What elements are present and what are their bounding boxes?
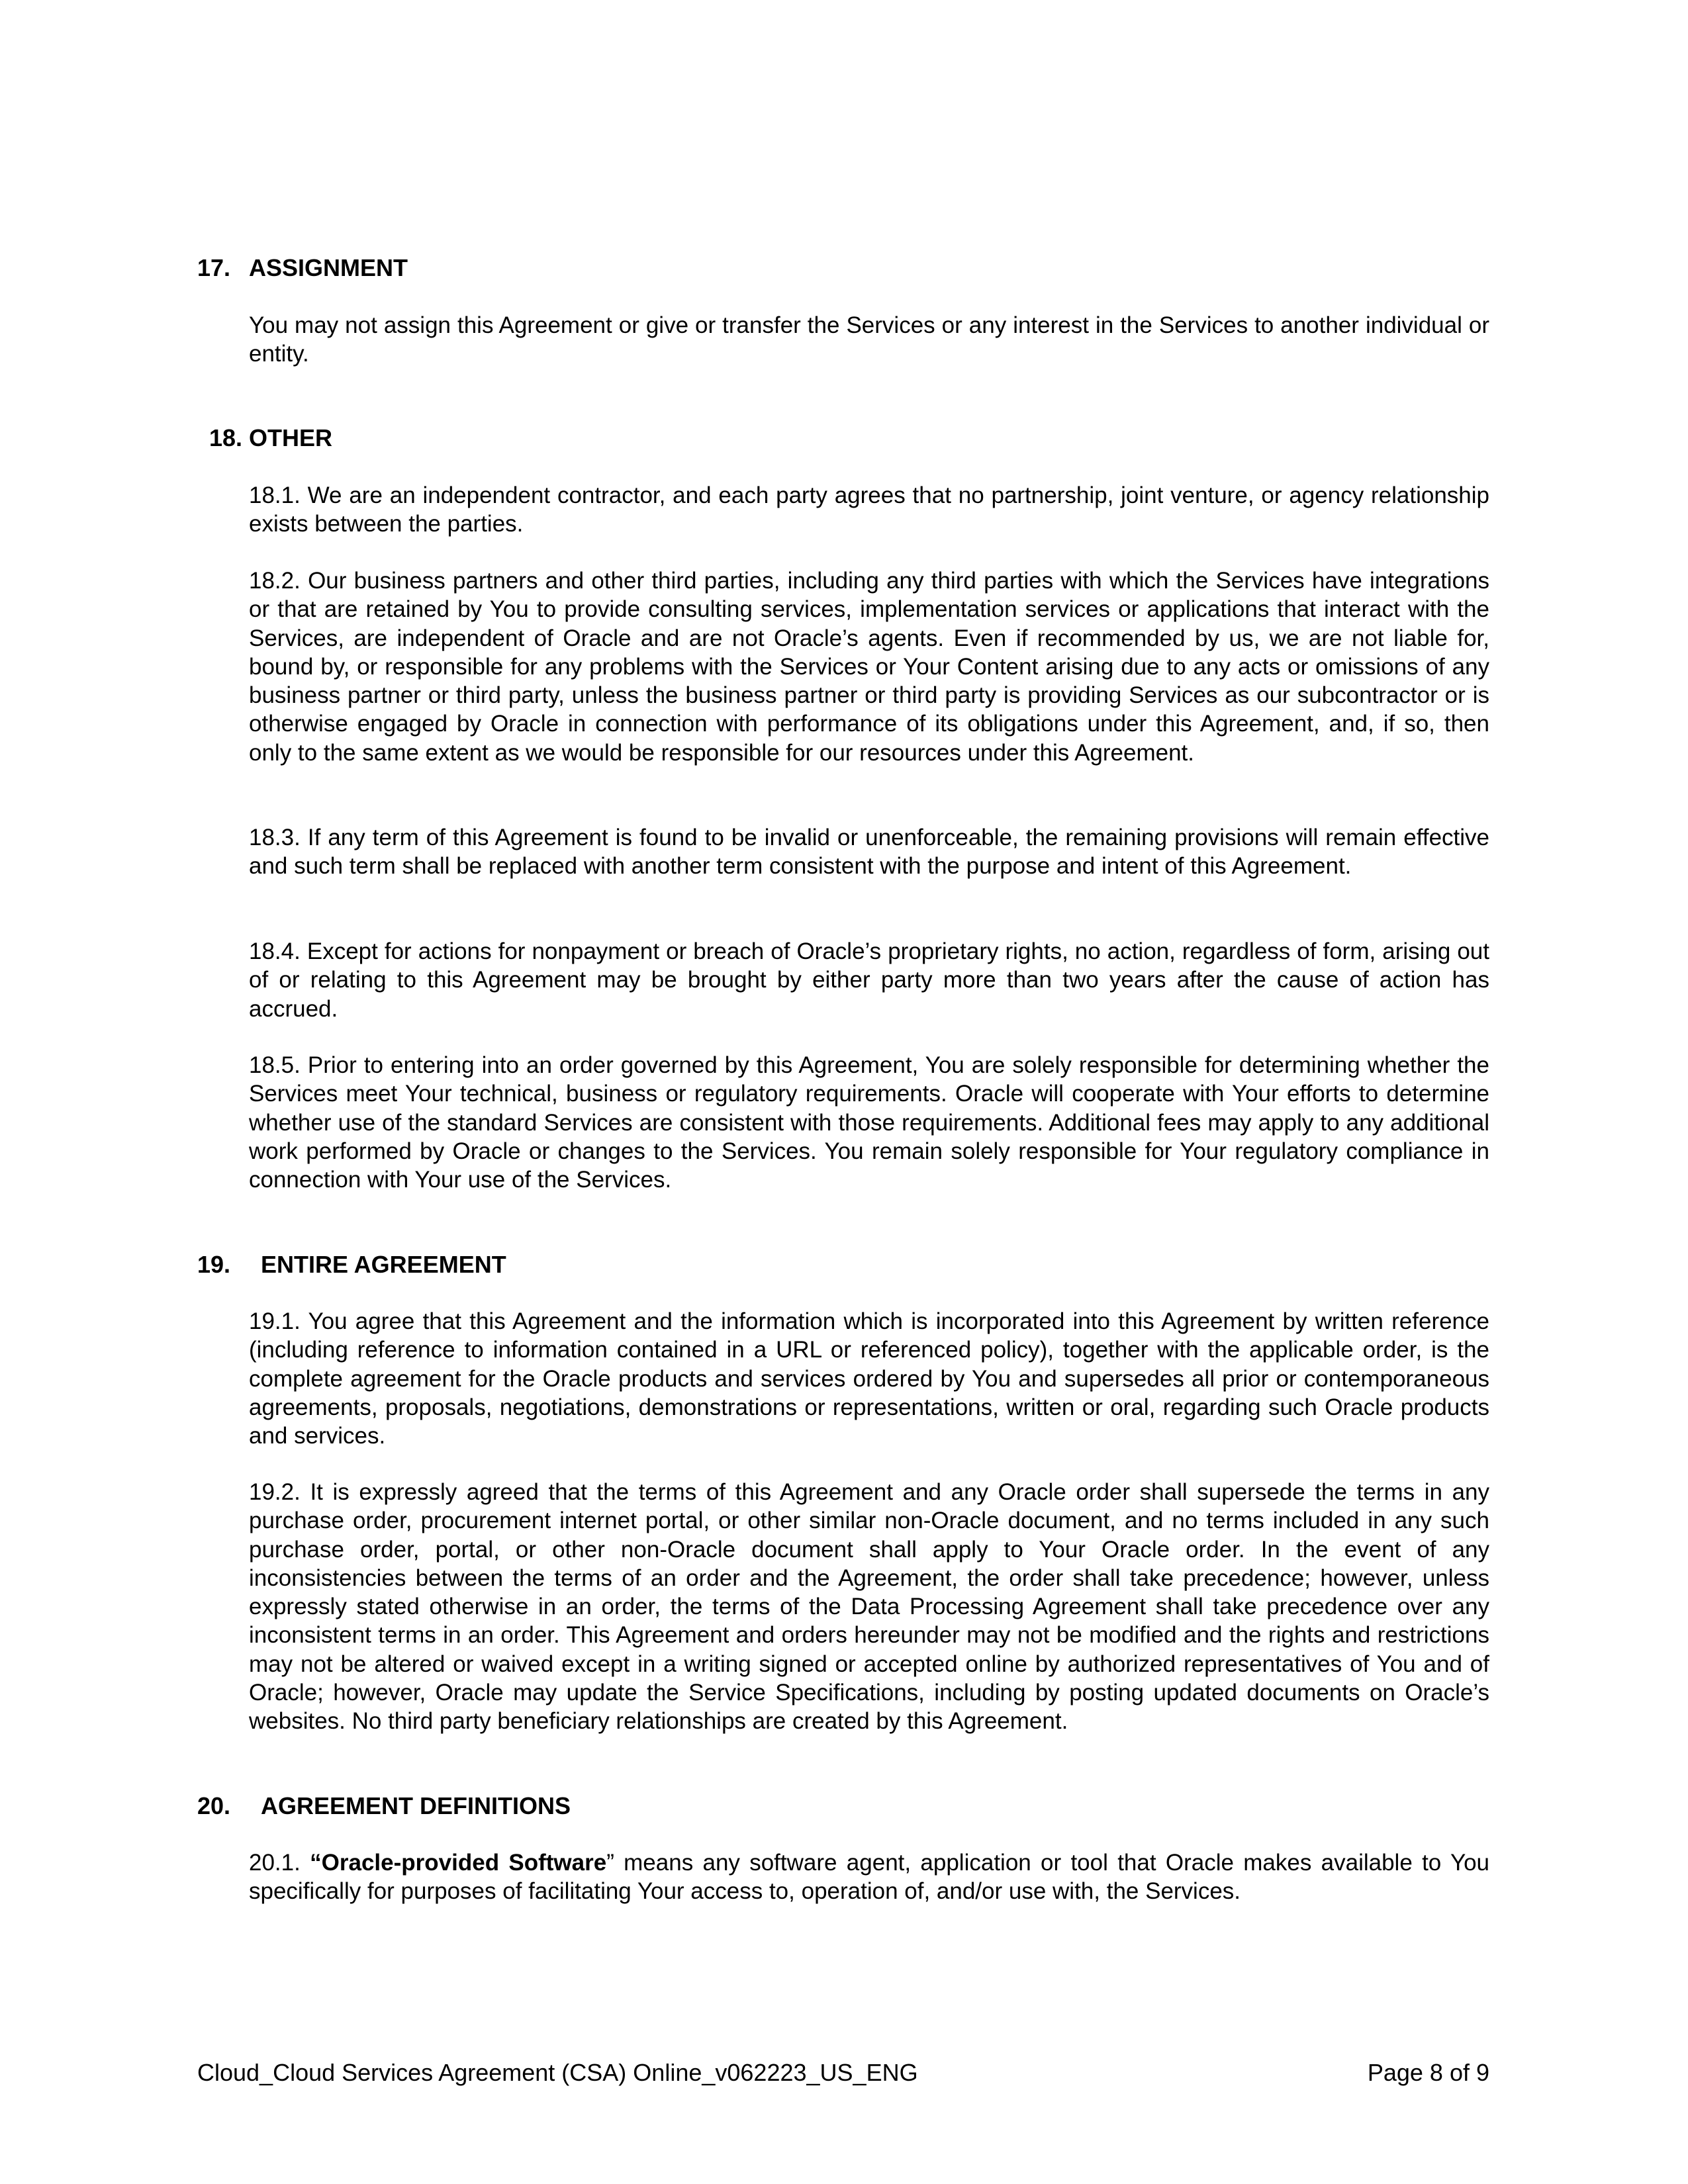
paragraph-18-5: 18.5. Prior to entering into an order governed by this Agreement, You are solely responsible for determining whether the Services meet Your technical, business or regulatory requirements. Oracle will cooperate with Your efforts to determine whether use of the standard Services are consistent with those requirements. Additional fees may apply to any additional work performed by Oracle or changes to the Services. You remain solely responsible for Your regulatory compliance in connection with Your use of the Services. xyxy=(249,1052,1489,1193)
paragraph-20-1 xyxy=(249,1848,1489,1906)
paragraph-17: You may not assign this Agreement or give or transfer the Services or any interest in the Services to another individual or entity. xyxy=(249,312,1489,367)
section-number: 17. xyxy=(197,254,231,281)
paragraph-18-1: 18.1. We are an independent contractor, and each party agrees that no partnership, joint venture, or agency relationship exists between the parties. xyxy=(249,482,1489,537)
section-title: AGREEMENT DEFINITIONS xyxy=(261,1792,571,1819)
section-title: ENTIRE AGREEMENT xyxy=(261,1251,506,1278)
paragraph-18-4: 18.4. Except for actions for nonpayment or breach of Oracle’s proprietary rights, no action, regardless of form, arising out of or relating to this Agreement may be brought by either party more than two years after the cause of action has accrued. xyxy=(249,938,1489,1022)
paragraph-18-2: 18.2. Our business partners and other third parties, including any third parties with which the Services have integrations or that are retained by You to provide consulting services, implementation services or applications that interact with the Services, are independent of Oracle and are not Oracle’s agents. Even if recommended by us, we are not liable for, bound by, or responsible for any problems with the Services or Your Content arising due to any acts or omissions of any business partner or third party, unless the business partner or third party is providing Services as our subcontractor or is otherwise engaged by Oracle in connection with performance of its obligations under this Agreement, and, if so, then only to the same extent as we would be responsible for our resources under this Agreement. xyxy=(249,568,1489,766)
footer-page-number: Page 8 of 9 xyxy=(1367,2059,1489,2086)
section-number: 19. xyxy=(197,1251,231,1278)
section-number: 20. xyxy=(197,1792,231,1819)
defined-term: “Oracle-provided Software xyxy=(310,1850,607,1876)
section-number: 18. xyxy=(209,424,243,451)
paragraph-19-2: 19.2. It is expressly agreed that the terms of this Agreement and any Oracle order shall supersede the terms in any purchase order, procurement internet portal, or other similar non-Oracle document, and no terms included in any such purchase order, portal, or other non-Oracle document shall apply to Your Oracle order. In the event of any inconsistencies between the terms of an order and the Agreement, the order shall take precedence; however, unless expressly stated otherwise in an order, the terms of the Data Processing Agreement shall take precedence over any inconsistent terms in an order. This Agreement and orders hereunder may not be modified and the rights and restrictions may not be altered or waived except in a writing signed or accepted online by authorized representatives of You and of Oracle; however, Oracle may update the Service Specifications, including by posting updated documents on Oracle’s websites. No third party beneficiary relationships are created by this Agreement. xyxy=(249,1479,1489,1735)
footer-document-name: Cloud_Cloud Services Agreement (CSA) Online_v062223_US_ENG xyxy=(197,2059,918,2086)
definition-text: ” means any software agent, application or tool that Oracle makes available to You specifically for purposes of facilitating Your access to, operation of, and/or use with, the Services. xyxy=(249,1850,1490,1905)
paragraph-number: 20.1. xyxy=(249,1850,310,1876)
section-title: ASSIGNMENT xyxy=(249,254,408,281)
section-title: OTHER xyxy=(249,424,332,451)
paragraph-18-3: 18.3. If any term of this Agreement is found to be invalid or unenforceable, the remaining provisions will remain effective and such term shall be replaced with another term consistent with the purpose and intent of this Agreement. xyxy=(249,825,1489,880)
paragraph-19-1: 19.1. You agree that this Agreement and the information which is incorporated into this Agreement by written reference (including reference to information contained in a URL or referenced policy), together with the applicable order, is the complete agreement for the Oracle products and services ordered by You and supersedes all prior or contemporaneous agreements, proposals, negotiations, demonstrations or representations, written or oral, regarding such Oracle products and services. xyxy=(249,1308,1489,1449)
